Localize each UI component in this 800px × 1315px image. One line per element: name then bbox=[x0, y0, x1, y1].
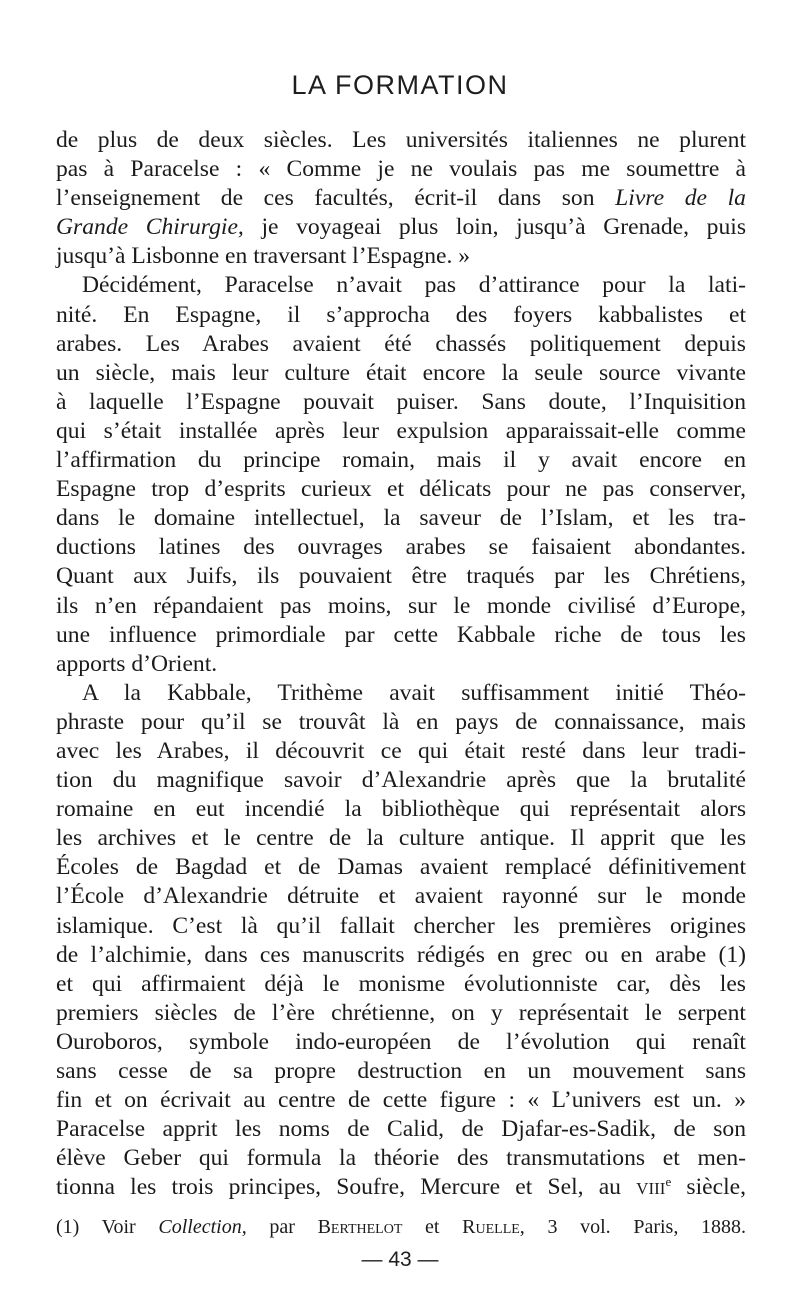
text-line: fin et on écrivait au centre de cette figure : « L’univers est un. » bbox=[56, 1087, 746, 1114]
footnote-text: 3 vol. Paris, 1888. bbox=[547, 1216, 746, 1238]
text-line: Ouroboros, symbole indo-européen de l’évolution qui renaît bbox=[56, 1028, 746, 1055]
text-line: islamique. C’est là qu’il fallait chercher les premières origines bbox=[56, 912, 746, 939]
text-line: Paracelse apprit les noms de Calid, de Djafar-es-Sadik, de son bbox=[56, 1116, 746, 1143]
footnote-author: Ruelle, bbox=[462, 1216, 525, 1238]
ordinal-suffix: e bbox=[665, 1174, 672, 1190]
text-line bbox=[56, 184, 746, 213]
text-line: arabes. Les Arabes avaient été chassés politiquement depuis bbox=[56, 330, 746, 357]
text-line: les archives et le centre de la culture antique. Il apprit que les bbox=[56, 825, 746, 852]
text-line: l’affirmation du principe romain, mais il y avait encore en bbox=[56, 447, 746, 474]
text-line: phraste pour qu’il se trouvât là en pays de connaissance, mais bbox=[56, 708, 746, 735]
footnote-author: Berthelot bbox=[317, 1216, 403, 1238]
century-numeral: viii bbox=[636, 1174, 666, 1201]
footnote-text: Voir bbox=[101, 1216, 136, 1238]
text-line: A la Kabbale, Trithème avait suffisamment initié Théo- bbox=[82, 679, 746, 706]
text-line: Décidément, Paracelse n’avait pas d’attirance pour la lati- bbox=[82, 272, 746, 299]
text-line: nité. En Espagne, il s’approcha des foyers kabbalistes et bbox=[56, 301, 746, 328]
text-line: tion du magnifique savoir d’Alexandrie après que la brutalité bbox=[56, 767, 746, 794]
text-line: élève Geber qui formula la théorie des transmutations et men- bbox=[56, 1145, 746, 1172]
book-title: Livre de la bbox=[615, 185, 746, 212]
text-line bbox=[56, 1173, 746, 1202]
text-line: Quant aux Juifs, ils pouvaient être traqués par les Chrétiens, bbox=[56, 563, 746, 590]
text-line: l’École d’Alexandrie détruite et avaient rayonné sur le monde bbox=[56, 883, 746, 910]
text-segment: l’enseignement de ces facultés, écrit-il dans son bbox=[56, 185, 595, 212]
footnote-marker: (1) bbox=[56, 1216, 80, 1238]
footnote-title: Collection, bbox=[158, 1216, 247, 1238]
text-segment: siècle, bbox=[686, 1174, 747, 1201]
footnote-text: par bbox=[269, 1216, 295, 1238]
text-line: une influence primordiale par cette Kabbale riche de tous les bbox=[56, 621, 746, 648]
text-line: romaine en eut incendié la bibliothèque qui représentait alors bbox=[56, 796, 746, 823]
book-title: Grande Chirurgie, bbox=[56, 214, 244, 241]
text-line: Espagne trop d’esprits curieux et délicats pour ne pas conserver, bbox=[56, 476, 746, 503]
text-segment: je voyageai plus loin, jusqu’à Grenade, puis bbox=[261, 214, 746, 241]
text-line: de l’alchimie, dans ces manuscrits rédigés en grec ou en arabe (1) bbox=[56, 941, 746, 968]
text-line: premiers siècles de l’ère chrétienne, on y représentait le serpent bbox=[56, 999, 746, 1026]
running-head: LA FORMATION bbox=[291, 70, 509, 100]
text-line: qui s’était installée après leur expulsion apparaissait-elle comme bbox=[56, 417, 746, 444]
text-line: apports d’Orient. bbox=[56, 650, 218, 677]
page-number: — 43 — bbox=[361, 1248, 439, 1271]
footnote bbox=[56, 1215, 746, 1239]
text-line: et qui affirmaient déjà le monisme évolutionniste car, dès les bbox=[56, 970, 746, 997]
text-line bbox=[56, 213, 746, 242]
text-line: Écoles de Bagdad et de Damas avaient remplacé définitivement bbox=[56, 854, 746, 881]
footnote-text: et bbox=[425, 1216, 440, 1238]
text-segment: tionna les trois principes, Soufre, Mercure et Sel, au bbox=[56, 1174, 621, 1201]
text-line: pas à Paracelse : « Comme je ne voulais pas me soumettre à bbox=[56, 156, 746, 183]
text-line: un siècle, mais leur culture était encore la seule source vivante bbox=[56, 359, 746, 386]
text-line: de plus de deux siècles. Les universités italiennes ne plurent bbox=[56, 127, 746, 153]
body-text bbox=[56, 126, 746, 1202]
text-line: ductions latines des ouvrages arabes se faisaient abondantes. bbox=[56, 534, 746, 561]
text-line: avec les Arabes, il découvrit ce qui était resté dans leur tradi- bbox=[56, 737, 746, 764]
text-line: dans le domaine intellectuel, la saveur de l’Islam, et les tra- bbox=[56, 505, 746, 532]
text-line: ils n’en répandaient pas moins, sur le monde civilisé d’Europe, bbox=[56, 592, 746, 619]
text-line: sans cesse de sa propre destruction en un mouvement sans bbox=[56, 1058, 746, 1084]
text-line: jusqu’à Lisbonne en traversant l’Espagne. » bbox=[56, 243, 471, 270]
text-line: à laquelle l’Espagne pouvait puiser. Sans doute, l’Inquisition bbox=[56, 388, 746, 415]
